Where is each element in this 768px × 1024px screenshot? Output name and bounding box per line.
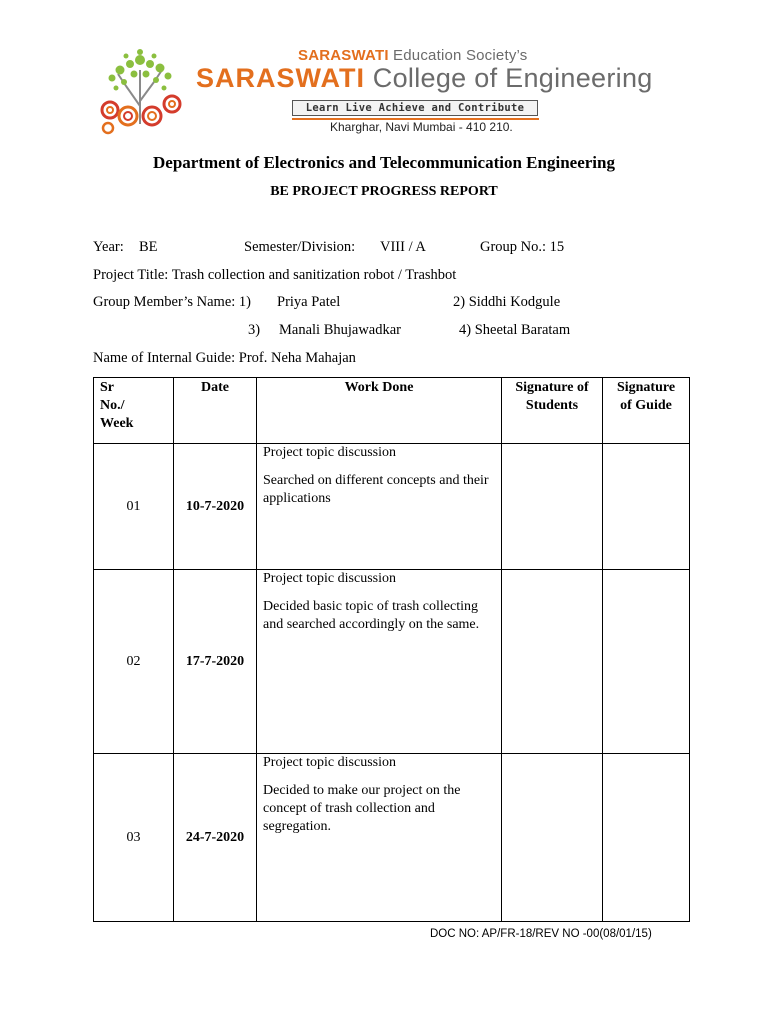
header-work-done: Work Done	[257, 378, 502, 444]
row-work-done	[257, 570, 502, 754]
guide-signature-cell	[603, 754, 690, 922]
work-line-2: Decided to make our project on the concept of trash collection and segregation.	[263, 783, 461, 834]
table-row	[94, 570, 690, 754]
table-row	[94, 754, 690, 922]
college-tagline: Learn Live Achieve and Contribute	[292, 100, 538, 116]
society-name: SARASWATI Education Society’s	[298, 47, 528, 64]
row-sr: 02	[94, 570, 174, 754]
group-number: Group No.: 15	[480, 239, 565, 255]
guide-signature-cell	[603, 570, 690, 754]
student-signature-cell	[502, 444, 603, 570]
guide-signature-cell	[603, 444, 690, 570]
row-date: 17-7-2020	[174, 570, 257, 754]
work-line-1: Project topic discussion	[263, 755, 396, 770]
row-date: 24-7-2020	[174, 754, 257, 922]
row-work-done	[257, 754, 502, 922]
header-signature-guide: Signature of Guide	[603, 378, 690, 444]
header-date: Date	[174, 378, 257, 444]
report-title: BE PROJECT PROGRESS REPORT	[270, 184, 498, 199]
row-date: 10-7-2020	[174, 444, 257, 570]
work-line-1: Project topic discussion	[263, 571, 396, 586]
college-name: SARASWATI College of Engineering	[196, 63, 653, 93]
row-sr: 01	[94, 444, 174, 570]
student-signature-cell	[502, 570, 603, 754]
semester-value: VIII / A	[380, 239, 426, 255]
header-sr-week: Sr No./ Week	[94, 378, 174, 444]
college-logo-tree-icon	[96, 46, 186, 138]
year-label: Year:	[93, 239, 124, 255]
row-sr: 03	[94, 754, 174, 922]
year-value: BE	[139, 239, 158, 255]
student-signature-cell	[502, 754, 603, 922]
department-title: Department of Electronics and Telecommunication Engineering	[153, 153, 615, 172]
members-label: Group Member’s Name: 1)	[93, 294, 251, 310]
member-3: Manali Bhujawadkar	[279, 322, 402, 338]
row-work-done	[257, 444, 502, 570]
member-2: 2) Siddhi Kodgule	[453, 294, 561, 310]
header-signature-students: Signature of Students	[502, 378, 603, 444]
college-address: Kharghar, Navi Mumbai - 410 210.	[330, 120, 513, 134]
project-title: Project Title: Trash collection and sanitization robot / Trashbot	[93, 267, 457, 283]
document-number: DOC NO: AP/FR-18/REV NO -00(08/01/15)	[430, 928, 652, 940]
member-4: 4) Sheetal Baratam	[459, 322, 571, 338]
work-line-2: Searched on different concepts and their applications	[263, 473, 489, 506]
member-3-number: 3)	[248, 322, 261, 338]
work-line-1: Project topic discussion	[263, 445, 396, 460]
member-1: Priya Patel	[277, 294, 341, 310]
semester-label: Semester/Division:	[244, 239, 356, 255]
table-header-row	[94, 378, 690, 444]
table-row	[94, 444, 690, 570]
work-line-2: Decided basic topic of trash collecting and searched accordingly on the same.	[263, 599, 480, 632]
internal-guide: Name of Internal Guide: Prof. Neha Mahajan	[93, 350, 356, 366]
progress-table	[93, 377, 690, 922]
